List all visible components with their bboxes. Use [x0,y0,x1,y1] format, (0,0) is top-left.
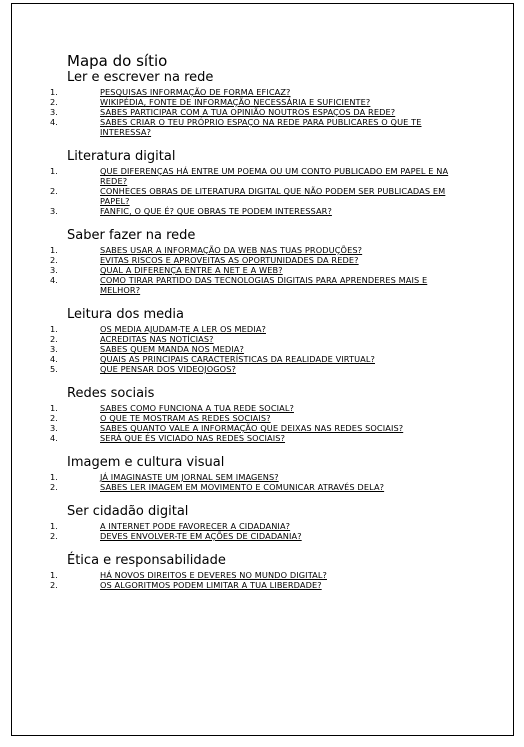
section-title: Imagem e cultura visual [67,455,225,470]
section-title: Ser cidadão digital [67,504,189,519]
item-number: 2. [50,482,58,492]
link-list [50,472,467,492]
list-item [50,570,467,580]
list-item [50,423,467,433]
topic-link[interactable]: SABES CRIAR O TEU PRÓPRIO ESPAÇO NA REDE PARA PUBLICARES O QUE TE INTERESSA? [100,117,422,137]
link-list [50,570,467,590]
list-item [50,206,467,216]
topic-link[interactable]: OS MEDIA AJUDAM-TE A LER OS MEDIA? [100,324,266,334]
item-number: 1. [50,324,58,334]
topic-link[interactable]: QUE PENSAR DOS VIDEOJOGOS? [100,364,236,374]
topic-link[interactable]: FANFIC, O QUE É? QUE OBRAS TE PODEM INTERESSAR? [100,206,332,216]
list-item [50,472,467,482]
topic-link[interactable]: QUAIS AS PRINCIPAIS CARACTERÍSTICAS DA REALIDADE VIRTUAL? [100,354,375,364]
item-number: 1. [50,570,58,580]
topic-link[interactable]: QUE DIFERENÇAS HÁ ENTRE UM POEMA OU UM CONTO PUBLICADO EM PAPEL E NA REDE? [100,166,449,186]
list-item [50,166,467,186]
link-list [50,245,467,295]
list-item [50,413,467,423]
topic-link[interactable]: SABES USAR A INFORMAÇÃO DA WEB NAS TUAS PRODUÇÕES? [100,245,363,255]
section-title: Leitura dos media [67,307,185,322]
topic-link[interactable]: SABES LER IMAGEM EM MOVIMENTO E COMUNICAR ATRAVÉS DELA? [100,482,385,492]
topic-link[interactable]: SABES QUANTO VALE A INFORMAÇÃO QUE DEIXAS NAS REDES SOCIAIS? [100,423,404,433]
list-item [50,364,467,374]
list-item [50,521,467,531]
item-number: 1. [50,403,58,413]
section-title: Redes sociais [67,386,155,401]
site-map [50,52,467,590]
topic-link[interactable]: SERÁ QUE ÉS VICIADO NAS REDES SOCIAIS? [100,433,286,443]
topic-link[interactable]: WIKIPÉDIA, FONTE DE INFORMAÇÃO NECESSÁRIA E SUFICIENTE? [100,97,371,107]
item-number: 2. [50,531,58,541]
item-number: 2. [50,334,58,344]
sections-container [50,70,467,590]
list-item [50,324,467,334]
section-title: Ética e responsabilidade [67,553,226,568]
list-item [50,87,467,97]
list-item [50,531,467,541]
list-item [50,275,467,295]
section-title: Saber fazer na rede [67,228,196,243]
topic-link[interactable]: EVITAS RISCOS E APROVEITAS AS OPORTUNIDADES DA REDE? [100,255,359,265]
item-number: 3. [50,423,58,433]
link-list [50,403,467,443]
item-number: 2. [50,255,58,265]
item-number: 1. [50,472,58,482]
topic-link[interactable]: OS ALGORITMOS PODEM LIMITAR A TUA LIBERDADE? [100,580,322,590]
topic-link[interactable]: DEVES ENVOLVER-TE EM AÇÕES DE CIDADANIA? [100,531,302,541]
list-item [50,433,467,443]
item-number: 5. [50,364,58,374]
list-item [50,334,467,344]
list-item [50,117,467,137]
section [50,228,467,295]
list-item [50,580,467,590]
topic-link[interactable]: QUAL A DIFERENÇA ENTRE A NET E A WEB? [100,265,283,275]
topic-link[interactable]: O QUE TE MOSTRAM AS REDES SOCIAIS? [100,413,271,423]
list-item [50,107,467,117]
section [50,553,467,590]
item-number: 1. [50,521,58,531]
list-item [50,265,467,275]
list-item [50,97,467,107]
list-item [50,255,467,265]
item-number: 4. [50,354,58,364]
link-list [50,87,467,137]
item-number: 2. [50,413,58,423]
section-title: Literatura digital [67,149,176,164]
list-item [50,186,467,206]
topic-link[interactable]: CONHECES OBRAS DE LITERATURA DIGITAL QUE NÃO PODEM SER PUBLICADAS EM PAPEL? [100,186,446,206]
item-number: 1. [50,166,58,176]
topic-link[interactable]: ACREDITAS NAS NOTÍCIAS? [100,334,214,344]
section [50,455,467,492]
topic-link[interactable]: JÁ IMAGINASTE UM JORNAL SEM IMAGENS? [100,472,279,482]
section [50,70,467,137]
topic-link[interactable]: COMO TIRAR PARTIDO DAS TECNOLOGIAS DIGITAIS PARA APRENDERES MAIS E MELHOR? [100,275,428,295]
section [50,504,467,541]
list-item [50,354,467,364]
section [50,307,467,374]
topic-link[interactable]: SABES PARTICIPAR COM A TUA OPINIÃO NOUTROS ESPAÇOS DA REDE? [100,107,396,117]
link-list [50,166,467,216]
topic-link[interactable]: A INTERNET PODE FAVORECER A CIDADANIA? [100,521,291,531]
section-title: Ler e escrever na rede [67,70,214,85]
item-number: 2. [50,186,58,196]
page-title: Mapa do sítio [67,52,168,70]
item-number: 2. [50,580,58,590]
list-item [50,344,467,354]
link-list [50,521,467,541]
list-item [50,245,467,255]
section [50,149,467,216]
topic-link[interactable]: SABES COMO FUNCIONA A TUA REDE SOCIAL? [100,403,294,413]
item-number: 3. [50,344,58,354]
item-number: 4. [50,117,58,127]
item-number: 4. [50,275,58,285]
item-number: 4. [50,433,58,443]
item-number: 3. [50,206,58,216]
item-number: 2. [50,97,58,107]
topic-link[interactable]: HÁ NOVOS DIREITOS E DEVERES NO MUNDO DIGITAL? [100,570,327,580]
section [50,386,467,443]
list-item [50,482,467,492]
topic-link[interactable]: PESQUISAS INFORMAÇÃO DE FORMA EFICAZ? [100,87,291,97]
item-number: 1. [50,87,58,97]
document-page [11,3,514,736]
item-number: 3. [50,107,58,117]
topic-link[interactable]: SABES QUEM MANDA NOS MEDIA? [100,344,244,354]
list-item [50,403,467,413]
item-number: 3. [50,265,58,275]
item-number: 1. [50,245,58,255]
link-list [50,324,467,374]
